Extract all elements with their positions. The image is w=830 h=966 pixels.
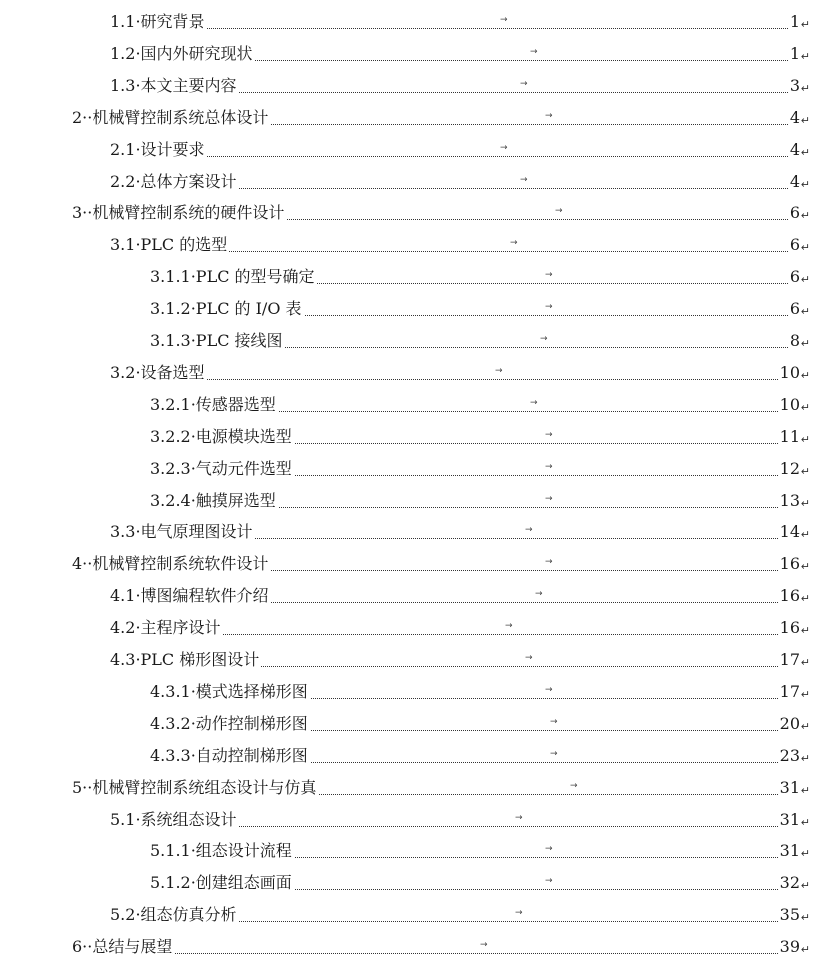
toc-entry-title: 3.2.4·触摸屏选型 — [150, 490, 276, 510]
toc-entry[interactable] — [0, 70, 830, 102]
toc-entry-title: 2.1·设计要求 — [110, 139, 205, 159]
toc-entry[interactable] — [0, 835, 830, 867]
toc-entry-title: 2.2·总体方案设计 — [110, 171, 237, 191]
toc-entry-page: 3 — [789, 75, 800, 95]
toc-entry-title: 1.2·国内外研究现状 — [110, 43, 253, 63]
paragraph-mark-icon: ↵ — [800, 305, 810, 319]
tab-mark-icon: → — [550, 748, 558, 759]
tab-mark-icon: → — [555, 206, 563, 217]
toc-entry-page: 16 — [779, 618, 800, 638]
dot-leader — [110, 28, 798, 29]
paragraph-mark-icon: ↵ — [800, 560, 810, 574]
tab-mark-icon: → — [505, 621, 513, 632]
tab-mark-icon: → — [520, 78, 528, 89]
toc-entry[interactable] — [0, 453, 830, 485]
toc-entry-page: 6 — [789, 235, 800, 255]
tab-mark-icon: → — [545, 110, 553, 121]
toc-entry[interactable] — [0, 229, 830, 261]
dot-leader — [72, 953, 798, 954]
toc-entry-title: 5.2·组态仿真分析 — [110, 905, 237, 925]
paragraph-mark-icon: ↵ — [800, 496, 810, 510]
dot-leader — [110, 379, 798, 380]
toc-entry[interactable] — [0, 708, 830, 740]
toc-entry-title: 3.2.1·传感器选型 — [150, 394, 276, 414]
tab-mark-icon: → — [545, 684, 553, 695]
paragraph-mark-icon: ↵ — [800, 687, 810, 701]
toc-entry-page: 6 — [789, 203, 800, 223]
paragraph-mark-icon: ↵ — [800, 911, 810, 925]
paragraph-mark-icon: ↵ — [800, 177, 810, 191]
tab-mark-icon: → — [545, 557, 553, 568]
tab-mark-icon: → — [530, 46, 538, 57]
tab-mark-icon: → — [500, 15, 508, 25]
paragraph-mark-icon: ↵ — [800, 783, 810, 797]
tab-mark-icon: → — [550, 716, 558, 727]
tab-mark-icon: → — [480, 940, 488, 951]
paragraph-mark-icon: ↵ — [800, 815, 810, 829]
paragraph-mark-icon: ↵ — [800, 592, 810, 606]
tab-mark-icon: → — [535, 589, 543, 600]
paragraph-mark-icon: ↵ — [800, 943, 810, 957]
toc-entry-page: 6 — [789, 267, 800, 287]
paragraph-mark-icon: ↵ — [800, 656, 810, 669]
toc-entry[interactable] — [0, 389, 830, 421]
toc-entry-page: 31 — [779, 809, 800, 829]
paragraph-mark-icon: ↵ — [800, 847, 810, 861]
toc-entry[interactable] — [0, 580, 830, 612]
toc-entry[interactable] — [0, 197, 830, 229]
paragraph-mark-icon: ↵ — [800, 81, 810, 95]
toc-entry[interactable] — [0, 548, 830, 580]
toc-entry-page: 16 — [779, 586, 800, 606]
paragraph-mark-icon: ↵ — [800, 337, 810, 350]
toc-entry-page: 14 — [779, 522, 800, 542]
toc-entry-page: 8 — [789, 331, 800, 350]
toc-entry[interactable] — [0, 261, 830, 293]
paragraph-mark-icon: ↵ — [800, 368, 810, 382]
toc-entry[interactable] — [0, 485, 830, 517]
toc-entry-title: 3.1.2·PLC 的 I/O 表 — [150, 299, 302, 319]
toc-entry-page: 32 — [779, 873, 800, 893]
tab-mark-icon: → — [495, 365, 503, 376]
toc-entry[interactable] — [0, 867, 830, 899]
tab-mark-icon: → — [520, 174, 528, 185]
toc-entry-title: 4.3·PLC 梯形图设计 — [110, 650, 260, 669]
tab-mark-icon: → — [500, 142, 508, 153]
toc-entry-page: 4 — [789, 171, 800, 191]
paragraph-mark-icon: ↵ — [800, 719, 810, 733]
toc-entry-page: 17 — [779, 681, 800, 701]
tab-mark-icon: → — [540, 334, 548, 344]
toc-entry-title: 2··机械臂控制系统总体设计 — [72, 107, 269, 127]
toc-entry-title: 3.1.1·PLC 的型号确定 — [150, 267, 315, 287]
tab-mark-icon: → — [515, 908, 523, 919]
toc-entry[interactable] — [0, 899, 830, 931]
paragraph-mark-icon: ↵ — [800, 241, 810, 255]
tab-mark-icon: → — [570, 780, 578, 791]
toc-entry-title: 4.2·主程序设计 — [110, 618, 221, 638]
paragraph-mark-icon: ↵ — [800, 432, 810, 446]
toc-entry-title: 3.2.2·电源模块选型 — [150, 426, 292, 446]
tab-mark-icon: → — [525, 653, 533, 663]
tab-mark-icon: → — [545, 302, 553, 313]
toc-entry-title: 5.1.1·组态设计流程 — [150, 841, 292, 861]
tab-mark-icon: → — [545, 461, 553, 472]
toc-entry-page: 4 — [789, 139, 800, 159]
toc-entry[interactable] — [0, 644, 830, 676]
paragraph-mark-icon: ↵ — [800, 209, 810, 223]
toc-entry-page: 31 — [779, 777, 800, 797]
tab-mark-icon: → — [545, 876, 553, 887]
toc-entry-page: 35 — [779, 905, 800, 925]
toc-entry-page: 31 — [779, 841, 800, 861]
toc-entry-title: 3.2.3·气动元件选型 — [150, 458, 292, 478]
toc-entry-title: 4.3.1·模式选择梯形图 — [150, 681, 308, 701]
toc-entry[interactable] — [0, 325, 830, 357]
toc-entry-title: 1.1·研究背景 — [110, 12, 205, 31]
toc-entry-page: 4 — [789, 107, 800, 127]
toc-entry[interactable] — [0, 293, 830, 325]
toc-entry-title: 5··机械臂控制系统组态设计与仿真 — [72, 777, 317, 797]
toc-entry-page: 12 — [779, 458, 800, 478]
toc-entry-title: 3.1.3·PLC 接线图 — [150, 331, 283, 350]
toc-entry-page: 10 — [779, 394, 800, 414]
paragraph-mark-icon: ↵ — [800, 751, 810, 765]
tab-mark-icon: → — [545, 429, 553, 440]
toc-entry[interactable] — [0, 740, 830, 772]
toc-entry[interactable] — [0, 134, 830, 166]
toc-entry-page: 39 — [779, 937, 800, 957]
paragraph-mark-icon: ↵ — [800, 18, 810, 31]
tab-mark-icon: → — [545, 270, 553, 281]
paragraph-mark-icon: ↵ — [800, 273, 810, 287]
toc-entry-title: 6··总结与展望 — [72, 937, 173, 957]
toc-entry-title: 3.2·设备选型 — [110, 362, 205, 382]
toc-entry-page: 1 — [789, 43, 800, 63]
toc-entry[interactable] — [0, 357, 830, 389]
toc-entry-title: 4··机械臂控制系统软件设计 — [72, 554, 269, 574]
toc-entry-page: 1 — [789, 12, 800, 31]
paragraph-mark-icon: ↵ — [800, 528, 810, 542]
paragraph-mark-icon: ↵ — [800, 624, 810, 638]
toc-entry-page: 23 — [779, 745, 800, 765]
tab-mark-icon: → — [515, 812, 523, 823]
toc-entry-title: 4.3.2·动作控制梯形图 — [150, 713, 308, 733]
paragraph-mark-icon: ↵ — [800, 49, 810, 63]
toc-entry[interactable] — [0, 421, 830, 453]
toc-entry-page: 11 — [779, 426, 800, 446]
paragraph-mark-icon: ↵ — [800, 400, 810, 414]
tab-mark-icon: → — [525, 525, 533, 536]
toc-entry-title: 3··机械臂控制系统的硬件设计 — [72, 203, 285, 223]
toc-entry-page: 13 — [779, 490, 800, 510]
toc-entry-title: 5.1.2·创建组态画面 — [150, 873, 292, 893]
tab-mark-icon: → — [545, 844, 553, 855]
paragraph-mark-icon: ↵ — [800, 113, 810, 127]
paragraph-mark-icon: ↵ — [800, 145, 810, 159]
toc-entry-page: 16 — [779, 554, 800, 574]
toc-entry[interactable] — [0, 38, 830, 70]
toc-entry-title: 4.3.3·自动控制梯形图 — [150, 745, 308, 765]
toc-entry[interactable] — [0, 931, 830, 963]
tab-mark-icon: → — [545, 493, 553, 504]
tab-mark-icon: → — [530, 397, 538, 408]
toc-entry[interactable] — [0, 612, 830, 644]
tab-mark-icon: → — [510, 238, 518, 249]
dot-leader — [110, 156, 798, 157]
paragraph-mark-icon: ↵ — [800, 879, 810, 893]
toc-entry-page: 20 — [779, 713, 800, 733]
toc-entry-page: 6 — [789, 299, 800, 319]
toc-entry[interactable] — [0, 676, 830, 708]
paragraph-mark-icon: ↵ — [800, 464, 810, 478]
toc-entry[interactable] — [0, 804, 830, 836]
toc-entry[interactable] — [0, 772, 830, 804]
toc-entry[interactable] — [0, 6, 830, 38]
toc-entry-title: 3.1·PLC 的选型 — [110, 235, 228, 255]
toc-entry[interactable] — [0, 516, 830, 548]
toc-entry[interactable] — [0, 102, 830, 134]
toc-entry-page: 10 — [779, 362, 800, 382]
toc-entry-page: 17 — [779, 650, 800, 669]
toc-entry-title: 4.1·博图编程软件介绍 — [110, 586, 269, 606]
toc-entry-title: 1.3·本文主要内容 — [110, 75, 237, 95]
toc-entry-title: 5.1·系统组态设计 — [110, 809, 237, 829]
toc-entry[interactable] — [0, 166, 830, 198]
toc-entry-title: 3.3·电气原理图设计 — [110, 522, 253, 542]
